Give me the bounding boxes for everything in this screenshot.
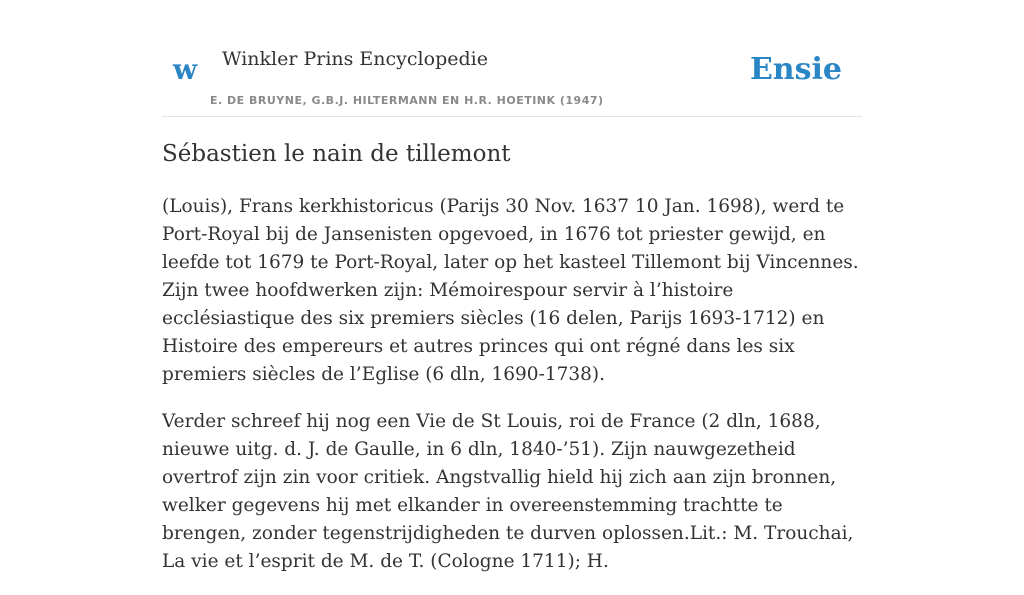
site-title[interactable]: Winkler Prins Encyclopedie	[222, 48, 488, 70]
article-paragraph: (Louis), Frans kerkhistoricus (Parijs 30 Nov. 1637 10 Jan. 1698), werd te Port-Royal bij de Jansenisten opgevoed, in 1676 tot priester gewijd, en leefde tot 1679 te Port-Royal, later op het kasteel Tillemont bij Vincennes. Zijn twee hoofdwerken zijn: Mémoirespour servir à l’histoire ecclésiastique des six premiers siècles (16 delen, Parijs 1693-1712) en Histoire des empereurs et autres princes qui ont régné dans les six premiers siècles de l’Eglise (6 dln, 1690-1738).	[162, 196, 859, 385]
source-authors: E. DE BRUYNE, G.B.J. HILTERMANN EN H.R. HOETINK (1947)	[210, 94, 604, 107]
brand-logo[interactable]: Ensie	[749, 52, 842, 87]
site-header	[162, 0, 862, 117]
article-title: Sébastien le nain de tillemont	[162, 141, 511, 167]
site-logo[interactable]: w	[173, 53, 198, 86]
article	[162, 136, 862, 595]
article-paragraph: Verder schreef hij nog een Vie de St Louis, roi de France (2 dln, 1688, nieuwe uitg. d. J. de Gaulle, in 6 dln, 1840-’51). Zijn nauwgezetheid overtrof zijn zin voor critiek. Angstvallig hield hij zich aan zijn bronnen, welker gegevens hij met elkander in overeenstemming trachtte te brengen, zonder tegenstrijdigheden te durven oplossen.Lit.: M. Trouchai, La vie et l’esprit de M. de T. (Cologne 1711); H.	[162, 411, 854, 572]
